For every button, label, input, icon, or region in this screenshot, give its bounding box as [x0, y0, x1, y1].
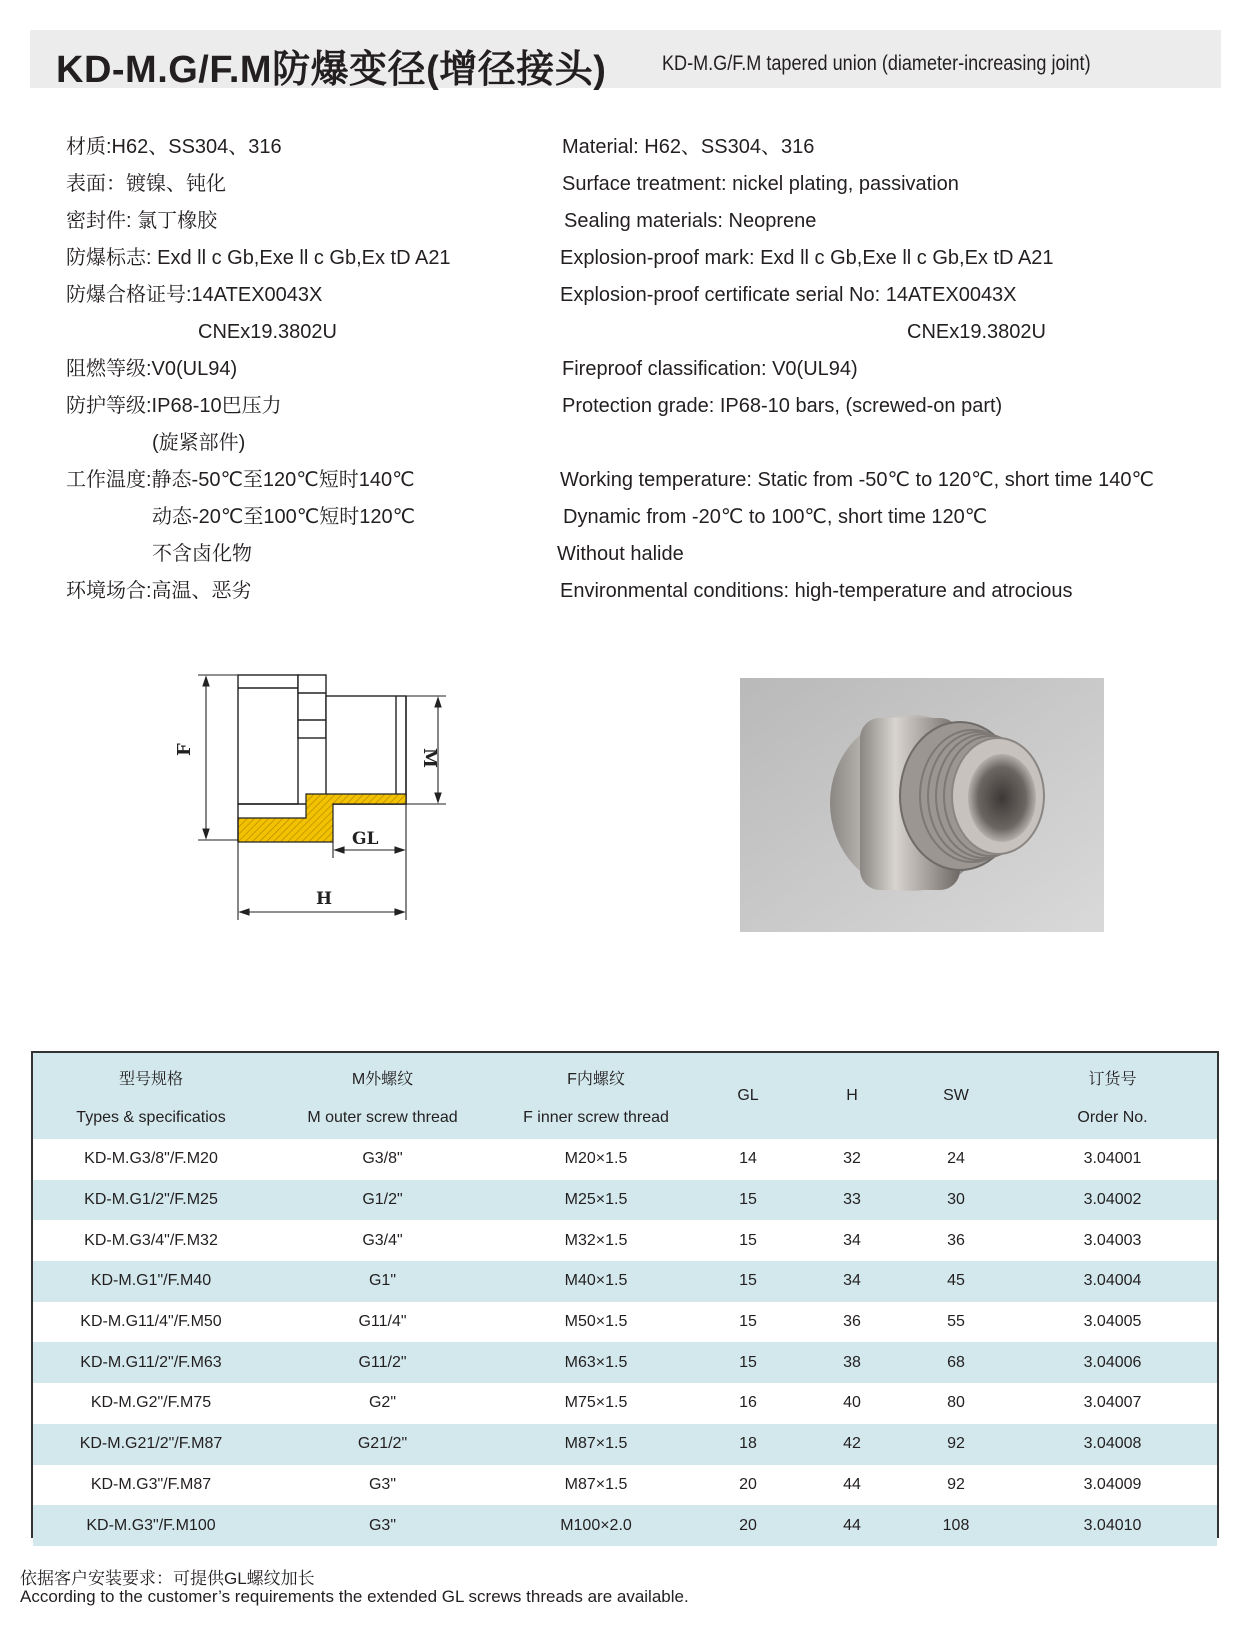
spec-en-certificate-2: CNEx19.3802U — [907, 321, 1046, 343]
cell-order-no: 3.04010 — [1008, 1505, 1217, 1546]
cell-type: KD-M.G21/2"/F.M87 — [33, 1424, 269, 1465]
spec-en-fireproof: Fireproof classification: V0(UL94) — [562, 358, 858, 380]
cell-sw: 80 — [947, 1394, 965, 1412]
connector-section-diagram — [174, 668, 478, 936]
dimension-gl-label: GL — [352, 829, 379, 849]
cell-m-thread: G1/2" — [269, 1180, 496, 1221]
cell-order-no: 3.04006 — [1008, 1342, 1217, 1383]
cell-gl: 20 — [696, 1505, 800, 1546]
spec-cn-halide: 不含卤化物 — [152, 543, 252, 565]
cell-m-thread: G3/4" — [362, 1231, 403, 1249]
cell-gl: 15 — [739, 1313, 757, 1331]
cell-f-thread: M87×1.5 — [496, 1424, 696, 1465]
page-title: KD-M.G/F.M防爆变径(增径接头) — [56, 49, 607, 91]
cell-gl: 16 — [739, 1394, 757, 1412]
cell-h: 33 — [800, 1180, 904, 1221]
cell-sw: 24 — [947, 1150, 965, 1168]
cell-m-thread: G3" — [368, 1475, 397, 1493]
spec-cn-temperature-2: 动态-20℃至100℃短时120℃ — [152, 506, 416, 528]
table-row — [33, 1302, 1217, 1343]
spec-cn-material: 材质:H62、SS304、316 — [66, 136, 282, 158]
cell-sw: 92 — [947, 1475, 965, 1493]
cell-type: KD-M.G3/8"/F.M20 — [84, 1150, 218, 1168]
cell-f-thread: M87×1.5 — [564, 1475, 628, 1493]
table-header-row — [33, 1053, 1217, 1139]
spec-en-certificate: Explosion-proof certificate serial No: 14ATEX0043X — [560, 284, 1017, 306]
cell-h: 44 — [800, 1505, 904, 1546]
spec-en-surface: Surface treatment: nickel plating, passivation — [562, 173, 959, 195]
spec-cn-certificate: 防爆合格证号:14ATEX0043X — [66, 284, 323, 306]
spec-cn-sealing: 密封件: 氯丁橡胶 — [66, 210, 218, 232]
cell-sw: 108 — [904, 1505, 1008, 1546]
cell-gl: 15 — [696, 1180, 800, 1221]
col-header-order-no: 订货号 Order No. — [1008, 1053, 1217, 1139]
cell-type: KD-M.G11/2"/F.M63 — [33, 1342, 269, 1383]
specification-grid — [33, 1053, 1217, 1546]
cell-order-no: 3.04001 — [1083, 1150, 1142, 1168]
cell-h: 34 — [843, 1231, 861, 1249]
spec-cn-surface: 表面：镀镍、钝化 — [66, 173, 226, 195]
cell-f-thread: M40×1.5 — [496, 1261, 696, 1302]
cell-sw: 30 — [904, 1180, 1008, 1221]
cell-m-thread: G1" — [269, 1261, 496, 1302]
col-header-h: H — [800, 1053, 904, 1139]
spec-en-temperature-2: Dynamic from -20℃ to 100℃, short time 120℃ — [563, 506, 988, 528]
cell-m-thread: G21/2" — [269, 1424, 496, 1465]
cell-type: KD-M.G3"/F.M100 — [33, 1505, 269, 1546]
cell-gl: 14 — [739, 1150, 757, 1168]
cell-m-thread: G11/2" — [269, 1342, 496, 1383]
cell-f-thread: M75×1.5 — [564, 1394, 628, 1412]
col-header-f-thread: F内螺纹 F inner screw thread — [496, 1053, 696, 1139]
cell-gl: 15 — [696, 1261, 800, 1302]
cell-f-thread: M20×1.5 — [564, 1150, 628, 1168]
table-row — [33, 1465, 1217, 1506]
cell-gl: 20 — [739, 1475, 757, 1493]
table-row — [33, 1342, 1217, 1383]
col-header-gl: GL — [696, 1053, 800, 1139]
spec-en-sealing: Sealing materials: Neoprene — [564, 210, 817, 232]
product-photo-image — [740, 678, 1104, 932]
spec-en-halide: Without halide — [557, 543, 684, 565]
col-header-m-thread: M外螺纹 M outer screw thread — [269, 1053, 496, 1139]
technical-drawing — [174, 668, 478, 936]
spec-cn-certificate-2: CNEx19.3802U — [198, 321, 337, 343]
cell-order-no: 3.04008 — [1008, 1424, 1217, 1465]
footnote-en: According to the customer’s requirements the extended GL screws threads are available. — [20, 1587, 689, 1606]
spec-en-material: Material: H62、SS304、316 — [562, 136, 815, 158]
table-row — [33, 1505, 1217, 1546]
spec-cn-temperature: 工作温度:静态-50℃至120℃短时140℃ — [66, 469, 415, 491]
cell-order-no: 3.04007 — [1083, 1394, 1142, 1412]
table-row — [33, 1180, 1217, 1221]
cell-f-thread: M25×1.5 — [496, 1180, 696, 1221]
cell-m-thread: G2" — [368, 1394, 397, 1412]
spec-cn-protection: 防护等级:IP68-10巴压力 — [66, 395, 282, 417]
cell-sw: 55 — [947, 1313, 965, 1331]
cell-type: KD-M.G1/2"/F.M25 — [33, 1180, 269, 1221]
cell-f-thread: M32×1.5 — [564, 1231, 628, 1249]
table-row — [33, 1424, 1217, 1465]
cell-f-thread: M100×2.0 — [496, 1505, 696, 1546]
dimension-f-label: F — [174, 743, 195, 756]
cell-gl: 15 — [696, 1342, 800, 1383]
cell-sw: 45 — [904, 1261, 1008, 1302]
cell-h: 40 — [843, 1394, 861, 1412]
cell-type: KD-M.G1"/F.M40 — [33, 1261, 269, 1302]
cell-h: 44 — [843, 1475, 861, 1493]
cell-h: 36 — [843, 1313, 861, 1331]
table-row — [33, 1220, 1217, 1261]
cell-order-no: 3.04004 — [1008, 1261, 1217, 1302]
cell-sw: 36 — [947, 1231, 965, 1249]
spec-cn-fireproof: 阻燃等级:V0(UL94) — [66, 358, 238, 380]
cell-f-thread: M50×1.5 — [564, 1313, 628, 1331]
cell-order-no: 3.04009 — [1083, 1475, 1142, 1493]
cell-h: 42 — [800, 1424, 904, 1465]
cell-sw: 68 — [904, 1342, 1008, 1383]
cell-f-thread: M63×1.5 — [496, 1342, 696, 1383]
cell-type: KD-M.G2"/F.M75 — [90, 1394, 212, 1412]
cell-h: 34 — [800, 1261, 904, 1302]
cell-gl: 15 — [739, 1231, 757, 1249]
cell-type: KD-M.G3/4"/F.M32 — [84, 1231, 218, 1249]
footnote-cn: 依据客户安装要求：可提供GL螺纹加长 — [20, 1569, 315, 1588]
cell-m-thread: G3/8" — [362, 1150, 403, 1168]
specification-table — [31, 1051, 1219, 1538]
col-header-sw: SW — [904, 1053, 1008, 1139]
product-photo — [740, 678, 1104, 932]
cell-m-thread: G11/4" — [358, 1313, 407, 1331]
cell-type: KD-M.G3"/F.M87 — [90, 1475, 212, 1493]
dimension-m-label: M — [419, 748, 440, 768]
cell-order-no: 3.04005 — [1083, 1313, 1142, 1331]
cell-h: 38 — [800, 1342, 904, 1383]
spec-cn-ex-mark: 防爆标志: Exd ll c Gb,Exe ll c Gb,Ex tD A21 — [66, 247, 451, 269]
cell-order-no: 3.04003 — [1083, 1231, 1142, 1249]
spec-en-ex-mark: Explosion-proof mark: Exd ll c Gb,Exe ll c Gb,Ex tD A21 — [560, 247, 1054, 269]
spec-en-protection: Protection grade: IP68-10 bars, (screwed-on part) — [562, 395, 1003, 417]
table-row — [33, 1261, 1217, 1302]
spec-en-environment: Environmental conditions: high-temperature and atrocious — [560, 580, 1073, 602]
table-row — [33, 1383, 1217, 1424]
cell-gl: 18 — [696, 1424, 800, 1465]
page-subtitle: KD-M.G/F.M tapered union (diameter-increasing joint) — [662, 52, 1091, 75]
table-row — [33, 1139, 1217, 1180]
cell-type: KD-M.G11/4"/F.M50 — [80, 1313, 222, 1331]
cell-order-no: 3.04002 — [1008, 1180, 1217, 1221]
cell-sw: 92 — [904, 1424, 1008, 1465]
spec-cn-environment: 环境场合:高温、恶劣 — [66, 580, 252, 602]
cell-m-thread: G3" — [269, 1505, 496, 1546]
spec-en-temperature: Working temperature: Static from -50℃ to 120℃, short time 140℃ — [560, 469, 1154, 491]
spec-cn-protection-2: (旋紧部件) — [152, 432, 246, 454]
col-header-type: 型号规格 Types & specificatios — [33, 1053, 269, 1139]
cell-h: 32 — [843, 1150, 861, 1168]
dimension-h-label: H — [316, 889, 333, 909]
